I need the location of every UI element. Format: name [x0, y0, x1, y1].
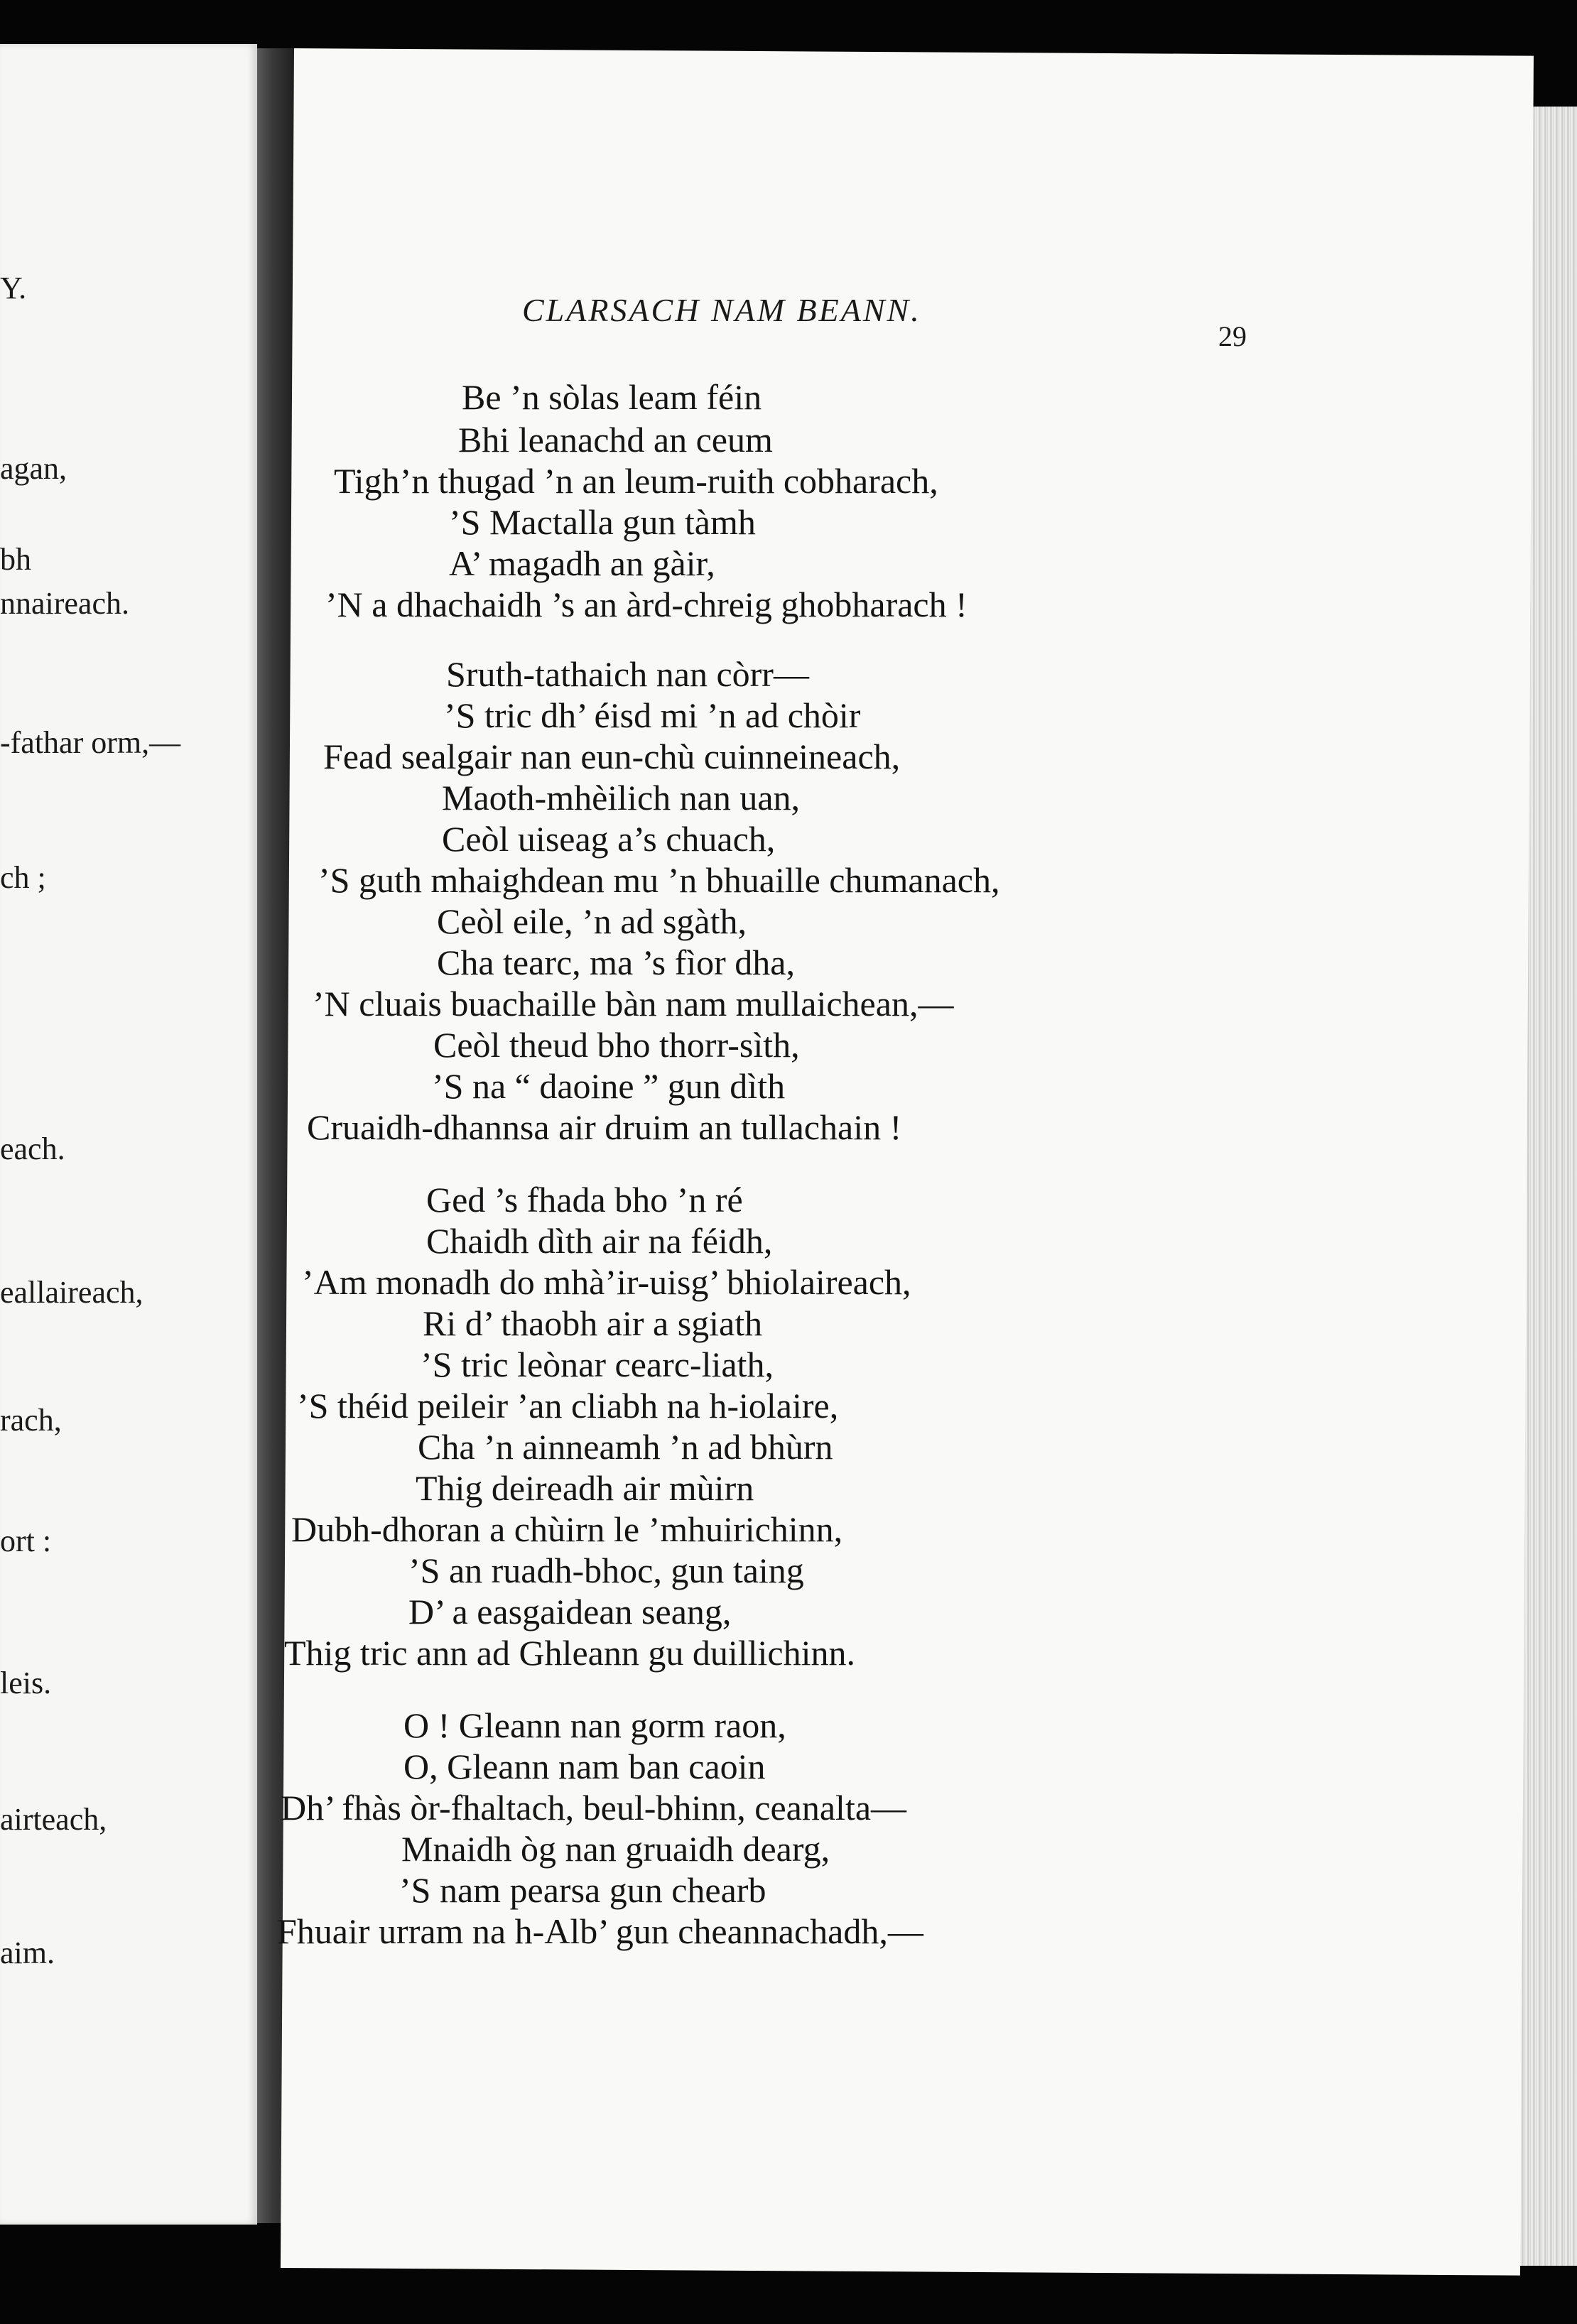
- poem-line: Fead sealgair nan eun-chù cuinneineach,: [323, 737, 901, 776]
- poem-line: Maoth-mhèilich nan uan,: [442, 778, 801, 818]
- poem-line: Thig tric ann ad Ghleann gu duillichinn.: [284, 1633, 855, 1673]
- poem-line: ’S Mactalla gun tàmh: [449, 502, 756, 542]
- poem-line: Be ’n sòlas leam féin: [462, 377, 762, 417]
- poem-line: O, Gleann nam ban caoin: [403, 1747, 766, 1786]
- poem-line: Dubh-dhoran a chùirn le ’mhuirichinn,: [291, 1509, 843, 1549]
- poem-line: ’S an ruadh-bhoc, gun taing: [408, 1551, 804, 1590]
- poem-line: Ri d’ thaobh air a sgiath: [423, 1303, 763, 1343]
- left-fragment: nnaireach.: [0, 586, 129, 621]
- poem-line: ’S nam pearsa gun chearb: [399, 1870, 766, 1910]
- poem-line: Ceòl eile, ’n ad sgàth,: [437, 901, 747, 941]
- poem-line: Sruth-tathaich nan còrr—: [446, 654, 809, 694]
- poem-line: D’ a easgaidean seang,: [408, 1592, 732, 1631]
- poem-line: ’N cluais buachaille bàn nam mullaichean,—: [313, 984, 954, 1023]
- left-fragment: bh: [0, 542, 31, 577]
- poem-line: Ceòl uiseag a’s chuach,: [442, 819, 776, 859]
- left-fragment: agan,: [0, 451, 67, 486]
- poem-line: Ceòl theud bho thorr-sìth,: [433, 1025, 800, 1065]
- running-head: CLARSACH NAM BEANN.: [522, 292, 921, 328]
- left-fragment: ort :: [0, 1524, 52, 1558]
- poem-line: ’S na “ daoine ” gun dìth: [432, 1066, 786, 1106]
- left-fragment: Y.: [0, 271, 27, 305]
- poem-line: Cruaidh-dhannsa air druim an tullachain !: [307, 1107, 902, 1147]
- left-fragment: eallaireach,: [0, 1275, 143, 1310]
- poem-line: Cha tearc, ma ’s fìor dha,: [437, 943, 795, 982]
- poem-line: ’S guth mhaighdean mu ’n bhuaille chumanach,: [318, 860, 1000, 900]
- poem-line: Dh’ fhàs òr-fhaltach, beul-bhinn, ceanalta—: [281, 1788, 907, 1828]
- left-fragment: leis.: [0, 1666, 52, 1700]
- poem-line: ’S théid peileir ’an cliabh na h-iolaire,: [297, 1386, 839, 1426]
- poem-line: Ged ’s fhada bho ’n ré: [426, 1180, 743, 1220]
- left-fragment: each.: [0, 1131, 65, 1166]
- poem-line: ’S tric leònar cearc-liath,: [421, 1345, 774, 1384]
- poem-line: Tigh’n thugad ’n an leum-ruith cobharach,: [334, 461, 938, 501]
- left-page: [0, 44, 257, 2225]
- poem-line: ’Am monadh do mhà’ir-uisg’ bhiolaireach,: [302, 1262, 911, 1302]
- left-fragment: -fathar orm,—: [0, 725, 181, 760]
- poem-line: ’N a dhachaidh ’s an àrd-chreig ghobharach !: [325, 585, 968, 624]
- left-fragment: airteach,: [0, 1802, 107, 1837]
- poem-line: Thig deireadh air mùirn: [416, 1468, 754, 1508]
- left-fragment: aim.: [0, 1935, 55, 1970]
- poem-line: Chaidh dìth air na féidh,: [426, 1221, 773, 1261]
- poem-line: ’S tric dh’ éisd mi ’n ad chòir: [444, 695, 861, 735]
- left-fragment: rach,: [0, 1403, 62, 1438]
- poem-line: Cha ’n ainneamh ’n ad bhùrn: [418, 1427, 833, 1467]
- poem-line: Bhi leanachd an ceum: [458, 420, 773, 460]
- page-number: 29: [1218, 320, 1247, 352]
- poem-line: A’ magadh an gàir,: [449, 543, 715, 583]
- left-fragment: ch ;: [0, 860, 46, 895]
- poem-line: O ! Gleann nan gorm raon,: [403, 1705, 786, 1745]
- poem-line: Fhuair urram na h-Alb’ gun cheannachadh,—: [277, 1911, 923, 1951]
- poem-line: Mnaidh òg nan gruaidh dearg,: [401, 1829, 830, 1869]
